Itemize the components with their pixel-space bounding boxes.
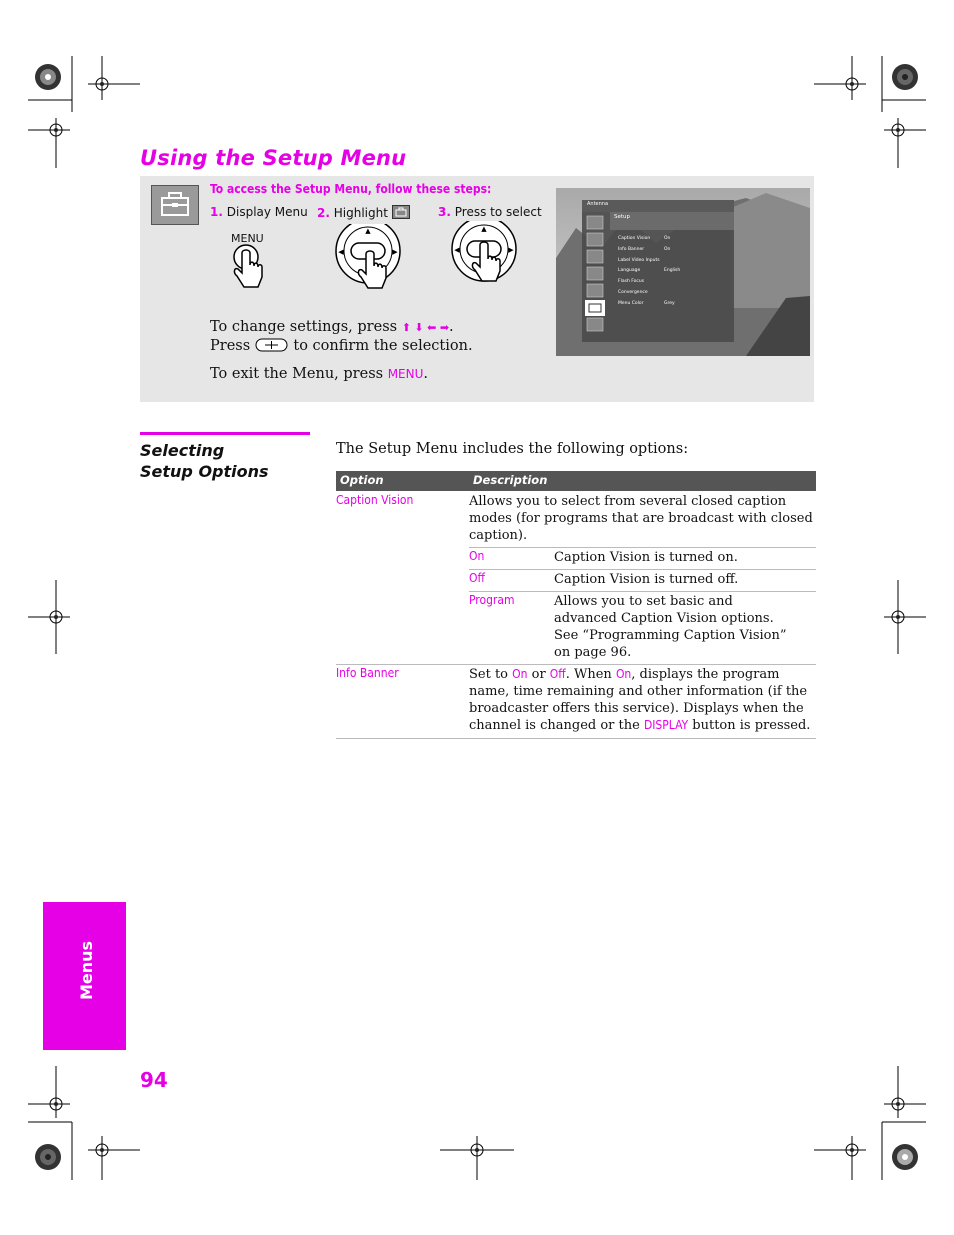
screen-header: Antenna bbox=[587, 201, 609, 207]
step-3 bbox=[438, 205, 542, 219]
side-tab-label: Menus bbox=[77, 940, 96, 1000]
screen-menu-item: Flash Focus bbox=[618, 279, 645, 285]
exit-end: . bbox=[423, 366, 428, 382]
exit-key: MENU bbox=[387, 367, 424, 381]
step-1 bbox=[210, 205, 308, 219]
section-rule bbox=[140, 432, 310, 435]
access-heading: To access the Setup Menu, follow these steps: bbox=[210, 182, 492, 196]
menu-button-label: MENU bbox=[231, 232, 264, 245]
step-2 bbox=[317, 205, 410, 220]
confirm-line bbox=[210, 337, 473, 356]
svg-text:▲: ▲ bbox=[365, 227, 371, 235]
hand-press-icon bbox=[228, 243, 270, 295]
screen-menu-list bbox=[618, 234, 708, 310]
info-banner-desc: Set to On or Off. When On, displays the program name, time remaining and other information (if the broadcaster offers this service). Displays when the channel is changed or the DISPLAY button is pressed. bbox=[469, 667, 811, 733]
sub-desc-program: Allows you to set basic and advanced Caption Vision options. See “Programming Caption Vision” on page 96. bbox=[554, 594, 787, 660]
change-settings-line: To change settings, press ⬆ ⬇ ⬅ ➡. bbox=[210, 319, 454, 335]
svg-text:◀: ◀ bbox=[454, 246, 460, 254]
col-option: Option bbox=[340, 473, 384, 487]
screen-menu-item: Language English bbox=[618, 268, 681, 274]
table-divider bbox=[336, 664, 816, 665]
table-header bbox=[336, 471, 816, 491]
sub-desc-off: Caption Vision is turned off. bbox=[554, 572, 739, 587]
step-label: Press to select bbox=[454, 205, 542, 219]
step-label: Highlight bbox=[333, 206, 388, 220]
step-label: Display Menu bbox=[226, 205, 308, 219]
caption-vision-desc: Allows you to select from several closed caption modes (for programs that are broadcast with closed caption). bbox=[469, 494, 813, 543]
screen-menu-title: Setup bbox=[614, 214, 631, 220]
exit-text: To exit the Menu, press bbox=[210, 366, 384, 382]
step-number: 1. bbox=[210, 205, 223, 219]
step-number: 3. bbox=[438, 205, 451, 219]
screen-menu-item: Convergence bbox=[618, 289, 648, 295]
section-intro: The Setup Menu includes the following options: bbox=[336, 441, 689, 457]
svg-text:▲: ▲ bbox=[481, 225, 487, 233]
screen-menu-item: Label Video Inputs bbox=[618, 257, 660, 263]
sub-option-on: On bbox=[469, 549, 485, 563]
page-number: 94 bbox=[140, 1068, 168, 1092]
joystick-press-icon bbox=[450, 221, 522, 295]
svg-text:▶: ▶ bbox=[392, 248, 398, 256]
tv-screen-illustration bbox=[556, 188, 810, 356]
option-info-banner: Info Banner bbox=[336, 666, 399, 680]
table-divider bbox=[469, 547, 816, 548]
sub-option-off: Off bbox=[469, 571, 485, 585]
table-divider bbox=[469, 569, 816, 570]
svg-text:◀: ◀ bbox=[338, 248, 344, 256]
screen-menu-item: Menu Color Grey bbox=[618, 300, 675, 306]
exit-line bbox=[210, 365, 428, 384]
page-title: Using the Setup Menu bbox=[140, 146, 407, 170]
screen-menu-item: Info Banner On bbox=[618, 246, 671, 252]
confirm-text: to confirm the selection. bbox=[293, 338, 473, 354]
step-number: 2. bbox=[317, 206, 330, 220]
screen-menu-item: Caption Vision On bbox=[618, 236, 671, 241]
joystick-hand-icon bbox=[334, 224, 406, 306]
setup-toolbox-icon bbox=[392, 205, 410, 219]
sub-option-program: Program bbox=[469, 593, 515, 607]
table-bottom-rule bbox=[336, 738, 816, 739]
joystick-center-icon bbox=[255, 338, 289, 352]
arrow-keys-icon: ⬆ ⬇ ⬅ ➡ bbox=[401, 321, 450, 334]
table-divider bbox=[469, 591, 816, 592]
change-settings-text: To change settings, press bbox=[210, 319, 398, 335]
sub-desc-on: Caption Vision is turned on. bbox=[554, 550, 738, 565]
toolbox-icon bbox=[151, 185, 199, 225]
option-caption-vision: Caption Vision bbox=[336, 493, 414, 507]
svg-text:▶: ▶ bbox=[508, 246, 514, 254]
col-description: Description bbox=[473, 473, 548, 487]
section-title: Selecting Setup Options bbox=[140, 441, 269, 481]
press-text: Press bbox=[210, 338, 251, 354]
